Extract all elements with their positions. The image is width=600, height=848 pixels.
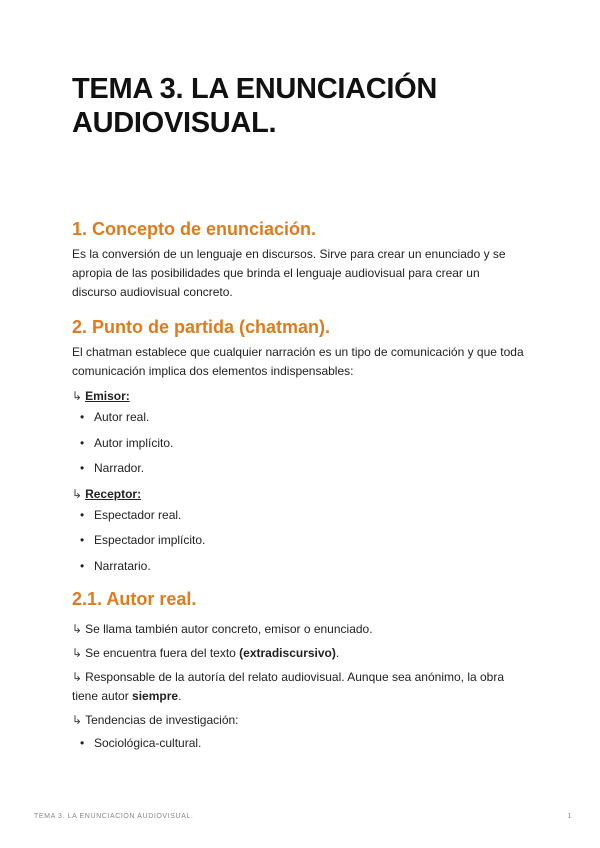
list-item-text: Autor real.	[94, 410, 150, 424]
bullet-icon: •	[80, 435, 85, 450]
text-line: Tendencias de investigación:	[85, 712, 239, 727]
arrow-icon: ↳	[72, 486, 83, 501]
list-item	[80, 735, 530, 751]
arrow-icon: ↳	[72, 621, 83, 636]
bold-term: siempre	[132, 688, 179, 703]
paragraph	[72, 343, 530, 381]
tendencias-list	[72, 735, 530, 751]
text-line: Es la conversión de un lenguaje en discursos. Sirve para crear un enunciado y se	[72, 247, 506, 261]
text-line: comunicación implica dos elementos indispensables:	[72, 364, 354, 378]
page-number: 1	[567, 813, 572, 820]
emisor-label: Emisor:	[85, 389, 130, 403]
title-line-2: AUDIOVISUAL.	[72, 107, 277, 139]
text-line: Se llama también autor concreto, emisor o enunciado.	[85, 621, 373, 636]
text-line: discurso audiovisual concreto.	[72, 285, 233, 299]
list-item-text: Autor implícito.	[94, 435, 174, 450]
receptor-subheading	[72, 486, 530, 502]
bullet-icon: •	[80, 461, 85, 475]
punctuation: .	[178, 688, 182, 703]
list-item-text: Espectador real.	[94, 507, 182, 522]
section-punto-de-partida	[72, 316, 530, 574]
list-item	[80, 558, 530, 574]
bullet-icon: •	[80, 735, 85, 750]
list-item	[80, 409, 530, 425]
emisor-list	[72, 409, 530, 476]
arrow-icon: ↳	[72, 669, 83, 684]
section-heading: 2. Punto de partida (chatman).	[72, 317, 331, 337]
arrow-icon: ↳	[72, 712, 83, 727]
list-item	[80, 507, 530, 523]
list-item	[80, 435, 530, 451]
paragraph	[72, 644, 530, 663]
section-concepto	[72, 218, 530, 302]
bullet-icon: •	[80, 410, 85, 424]
bullet-icon: •	[80, 507, 85, 522]
receptor-label: Receptor:	[85, 486, 142, 501]
section-autor-real	[72, 588, 530, 751]
text-line: apropia de las posibilidades que brinda el lenguaje audiovisual para crear un	[72, 266, 480, 280]
bold-term: (extradiscursivo)	[239, 645, 336, 660]
section-heading: 1. Concepto de enunciación.	[72, 219, 317, 239]
punctuation: .	[335, 645, 340, 660]
text-line: El chatman establece que cualquier narración es un tipo de comunicación y que toda	[72, 345, 524, 359]
bullet-icon: •	[80, 558, 85, 573]
arrow-icon: ↳	[72, 389, 83, 403]
paragraph	[72, 711, 530, 730]
text-line: Responsable de la autoría del relato audiovisual. Aunque sea anónimo, la obra	[85, 669, 505, 684]
bullet-icon: •	[80, 533, 85, 547]
text-line: tiene autor	[72, 688, 133, 703]
list-item-text: Narrador.	[94, 461, 145, 475]
emisor-subheading	[72, 388, 530, 404]
footer-title: TEMA 3. LA ENUNCIACIÓN AUDIOVISUAL.	[34, 813, 194, 820]
arrow-icon: ↳	[72, 645, 83, 660]
paragraph	[72, 668, 530, 706]
list-item-text: Espectador implícito.	[94, 533, 206, 547]
document-page	[72, 72, 530, 760]
paragraph	[72, 245, 530, 302]
section-heading: 2.1. Autor real.	[72, 588, 197, 609]
receptor-list	[72, 507, 530, 574]
list-item-text: Sociológica-cultural.	[94, 735, 202, 750]
page-footer	[34, 813, 572, 820]
title-line-1: TEMA 3. LA ENUNCIACIÓN	[72, 73, 438, 105]
list-item	[80, 460, 530, 476]
list-item-text: Narratario.	[94, 558, 151, 573]
text-line: Se encuentra fuera del texto	[85, 645, 240, 660]
list-item	[80, 532, 530, 548]
document-title	[72, 72, 530, 140]
paragraph	[72, 620, 530, 639]
